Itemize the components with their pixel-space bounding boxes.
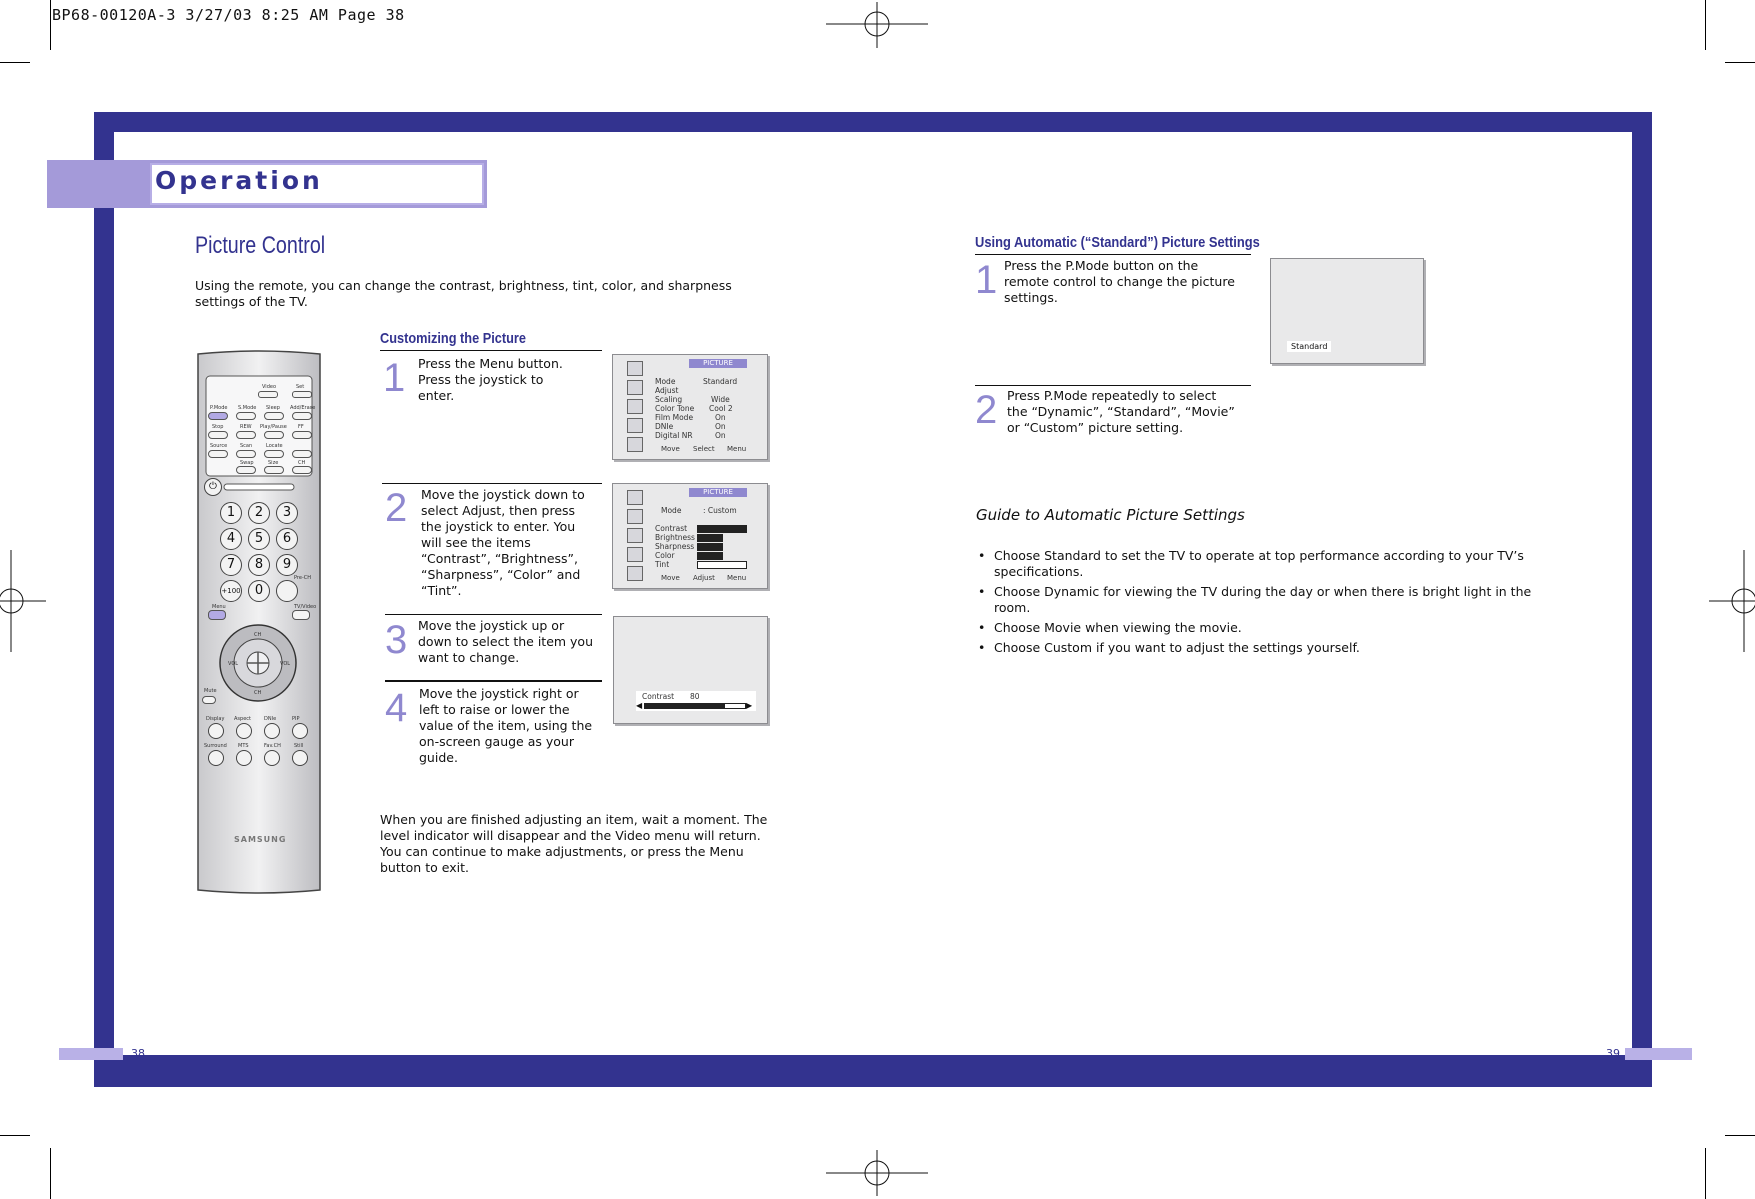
osd-mode-label: Mode <box>661 506 682 515</box>
remote-brand: SAMSUNG <box>234 835 287 844</box>
gauge-value: 80 <box>690 692 700 701</box>
registration-mark-right <box>1709 550 1755 652</box>
page-band-left <box>59 1048 123 1060</box>
ch-down-button[interactable] <box>292 466 312 474</box>
osd-row-label: Digital NR <box>655 431 693 440</box>
stop-button[interactable] <box>208 431 228 439</box>
osd-row-label: Film Mode <box>655 413 694 422</box>
registration-mark-bottom <box>826 1150 928 1196</box>
osd-header: PICTURE <box>689 488 747 497</box>
number-button[interactable]: 7 <box>220 554 242 576</box>
step-number: 1 <box>383 356 406 400</box>
aspect-button[interactable] <box>236 723 252 739</box>
scan-button[interactable] <box>236 450 256 458</box>
step-number: 3 <box>385 618 408 662</box>
osd-row-label: Sharpness <box>655 542 695 551</box>
page-number-left: 38 <box>131 1047 145 1060</box>
add-erase-button[interactable] <box>292 412 312 420</box>
remote-label: VOL <box>280 661 291 667</box>
osd-row-label: DNIe <box>655 422 674 431</box>
osd-standard-mode <box>1270 258 1424 364</box>
number-button[interactable]: 1 <box>220 502 242 524</box>
source-button[interactable] <box>208 450 228 458</box>
step-number: 2 <box>975 388 998 432</box>
step-rule <box>385 680 602 682</box>
mts-button[interactable] <box>236 750 252 766</box>
gauge-left-arrow-icon: ◀ <box>636 701 643 710</box>
remote-label: Play/Pause <box>260 424 287 430</box>
number-button[interactable]: 8 <box>248 554 270 576</box>
remote-label: Menu <box>212 604 226 610</box>
number-button[interactable]: 5 <box>248 528 270 550</box>
osd-row-label: Contrast <box>655 524 688 533</box>
list-item: • Choose Standard to set the TV to operate at top performance according to your TV’s specifications. <box>976 548 1556 580</box>
osd-row-value: Wide <box>711 395 730 404</box>
s-mode-button[interactable] <box>236 412 256 420</box>
remote-label: Aspect <box>234 716 251 722</box>
osd-row-value: On <box>715 431 726 440</box>
crop-mark <box>0 62 30 63</box>
remote-label: Display <box>206 716 225 722</box>
tv-video-button[interactable] <box>292 610 310 620</box>
remote-label: S.Mode <box>238 405 257 411</box>
osd-row-value: On <box>715 422 726 431</box>
video-button[interactable] <box>258 391 278 398</box>
remote-label: P.Mode <box>210 405 228 411</box>
remote-label: REW <box>240 424 252 430</box>
remote-label: Scan <box>240 443 253 449</box>
page-title: Picture Control <box>195 232 326 259</box>
osd-level-bar <box>697 543 723 551</box>
ch-up-button[interactable] <box>292 450 312 458</box>
osd-row-label: Mode <box>655 377 676 386</box>
remote-label: CH <box>298 460 306 466</box>
number-button[interactable]: 9 <box>276 554 298 576</box>
osd-row-label: Brightness <box>655 533 695 542</box>
remote-label: Size <box>268 460 279 466</box>
page-band-right <box>1625 1048 1692 1060</box>
remote-label: CH <box>254 690 262 696</box>
osd-row-label: Scaling <box>655 395 683 404</box>
crop-mark <box>50 0 51 50</box>
set-button[interactable] <box>292 391 312 398</box>
remote-label: MTS <box>238 743 249 749</box>
crop-mark <box>1725 1135 1755 1136</box>
osd-row-label: Color Tone <box>655 404 695 413</box>
osd-footer-move: Move <box>661 574 680 582</box>
remote-label: Source <box>210 443 228 449</box>
swap-button[interactable] <box>236 466 256 474</box>
play-pause-button[interactable] <box>264 431 284 439</box>
osd-footer-move: Move <box>661 445 680 453</box>
print-slug: BP68-00120A-3 3/27/03 8:25 AM Page 38 <box>52 6 405 24</box>
remote-label: Video <box>262 384 277 390</box>
remote-label: DNIe <box>264 716 277 722</box>
crop-mark <box>50 1148 51 1199</box>
osd-level-bar <box>697 525 747 533</box>
sub-heading: Customizing the Picture <box>380 330 526 347</box>
remote-label: VOL <box>228 661 239 667</box>
crop-mark <box>0 1135 30 1136</box>
remote-label: Mute <box>204 688 217 694</box>
osd-adjust-menu <box>612 483 768 589</box>
remote-label: PIP <box>292 716 300 722</box>
osd-mode-value: : Custom <box>703 506 737 515</box>
remote-label: Fav.CH <box>264 743 281 749</box>
osd-footer-select: Select <box>693 445 715 453</box>
size-button[interactable] <box>264 466 284 474</box>
osd-contrast-gauge <box>613 616 768 724</box>
number-button[interactable]: 0 <box>248 580 270 602</box>
registration-mark-left <box>0 550 46 652</box>
remote-label: Swap <box>240 460 254 466</box>
osd-picture-menu <box>612 354 768 460</box>
step-text: Press P.Mode repeatedly to select the “Dynamic”, “Standard”, “Movie” or “Custom” picture setting. <box>1007 388 1235 435</box>
osd-mode-badge: Standard <box>1287 341 1331 352</box>
osd-row-label: Color <box>655 551 675 560</box>
mute-button[interactable] <box>202 696 216 704</box>
remote-control <box>194 350 324 895</box>
osd-row-label: Adjust <box>655 386 679 395</box>
crop-mark <box>1725 62 1755 63</box>
power-button[interactable]: ⏻ <box>204 478 222 496</box>
section-tab-title: Operation <box>155 166 323 195</box>
page-number-right: 39 <box>1606 1047 1620 1060</box>
number-button[interactable]: 4 <box>220 528 242 550</box>
guide-title: Guide to Automatic Picture Settings <box>976 506 1245 524</box>
number-button[interactable]: 2 <box>248 502 270 524</box>
remote-label: Add/Erase <box>290 405 316 411</box>
dnie-button[interactable] <box>264 723 280 739</box>
osd-icon-column <box>627 490 643 585</box>
pip-button[interactable] <box>292 723 308 739</box>
osd-level-bar <box>697 552 723 560</box>
remote-label: Surround <box>204 743 227 749</box>
remote-label: CH <box>254 632 262 638</box>
p-mode-button[interactable] <box>208 412 228 420</box>
intro-text: Using the remote, you can change the contrast, brightness, tint, color, and sharpness settings of the TV. <box>195 278 732 309</box>
sleep-button[interactable] <box>264 412 284 420</box>
gauge-fill <box>645 704 725 708</box>
still-button[interactable] <box>292 750 308 766</box>
step-text: Move the joystick up or down to select the item you want to change. <box>418 618 594 665</box>
osd-row-value: Standard <box>703 377 738 386</box>
list-item: • Choose Movie when viewing the movie. <box>976 620 1556 636</box>
menu-button[interactable] <box>208 610 226 620</box>
step-text: Move the joystick right or left to raise or lower the value of the item, using the on-screen gauge as your guide. <box>419 686 593 765</box>
right-heading: Using Automatic (“Standard”) Picture Settings <box>975 234 1260 251</box>
crop-mark <box>1705 0 1706 50</box>
osd-level-bar <box>697 534 723 542</box>
step-rule <box>975 385 1251 386</box>
remote-label: Sleep <box>266 405 280 411</box>
gauge-label: Contrast <box>642 692 675 701</box>
osd-row-label: Tint <box>655 560 670 569</box>
step-number: 2 <box>385 486 408 530</box>
pre-ch-button[interactable] <box>276 580 298 602</box>
number-button[interactable]: +100 <box>220 580 242 602</box>
osd-footer-adjust: Adjust <box>693 574 715 582</box>
step-rule <box>385 614 602 615</box>
remote-label: Set <box>296 384 305 390</box>
step-rule <box>382 483 602 484</box>
list-item: • Choose Dynamic for viewing the TV during the day or when there is bright light in the room. <box>976 584 1556 616</box>
step-text: Move the joystick down to select Adjust, then press the joystick to enter. You will see the items “Contrast”, “Brightness”, “Sharpness”, “Color” and “Tint”. <box>421 487 585 598</box>
guide-bullets <box>976 548 1556 660</box>
osd-icon-column <box>627 361 643 456</box>
list-item: • Choose Custom if you want to adjust the settings yourself. <box>976 640 1556 656</box>
remote-label: Locate <box>266 443 283 449</box>
display-button[interactable] <box>208 723 224 739</box>
remote-label: Pre-CH <box>294 575 312 581</box>
osd-footer-menu: Menu <box>727 574 747 582</box>
crop-mark <box>1705 1148 1706 1199</box>
osd-level-bar <box>697 561 747 569</box>
remote-label: Stop <box>212 424 224 430</box>
fav-ch-button[interactable] <box>264 750 280 766</box>
registration-mark-top <box>826 2 928 48</box>
gauge-right-arrow-icon: ▶ <box>746 701 753 710</box>
right-heading-rule <box>975 254 1251 255</box>
osd-footer-menu: Menu <box>727 445 747 453</box>
osd-header: PICTURE <box>689 359 747 368</box>
number-button[interactable]: 3 <box>276 502 298 524</box>
osd-row-value: On <box>715 413 726 422</box>
surround-button[interactable] <box>208 750 224 766</box>
remote-label: FF <box>298 424 304 430</box>
sub-heading-rule <box>380 350 602 351</box>
footer-note: When you are finished adjusting an item, wait a moment. The level indicator will disappear and the Video menu will return. You can continue to make adjustments, or press the Menu button to exit. <box>380 812 768 875</box>
step-number: 4 <box>385 686 408 730</box>
remote-label: TV/Video <box>294 604 317 610</box>
number-button[interactable]: 6 <box>276 528 298 550</box>
remote-label: Still <box>294 743 304 749</box>
step-number: 1 <box>975 258 998 302</box>
step-text: Press the Menu button. Press the joystick to enter. <box>418 356 563 403</box>
locate-button[interactable] <box>264 450 284 458</box>
ff-button[interactable] <box>292 431 312 439</box>
step-text: Press the P.Mode button on the remote control to change the picture settings. <box>1004 258 1235 305</box>
osd-row-value: Cool 2 <box>709 404 733 413</box>
rew-button[interactable] <box>236 431 256 439</box>
